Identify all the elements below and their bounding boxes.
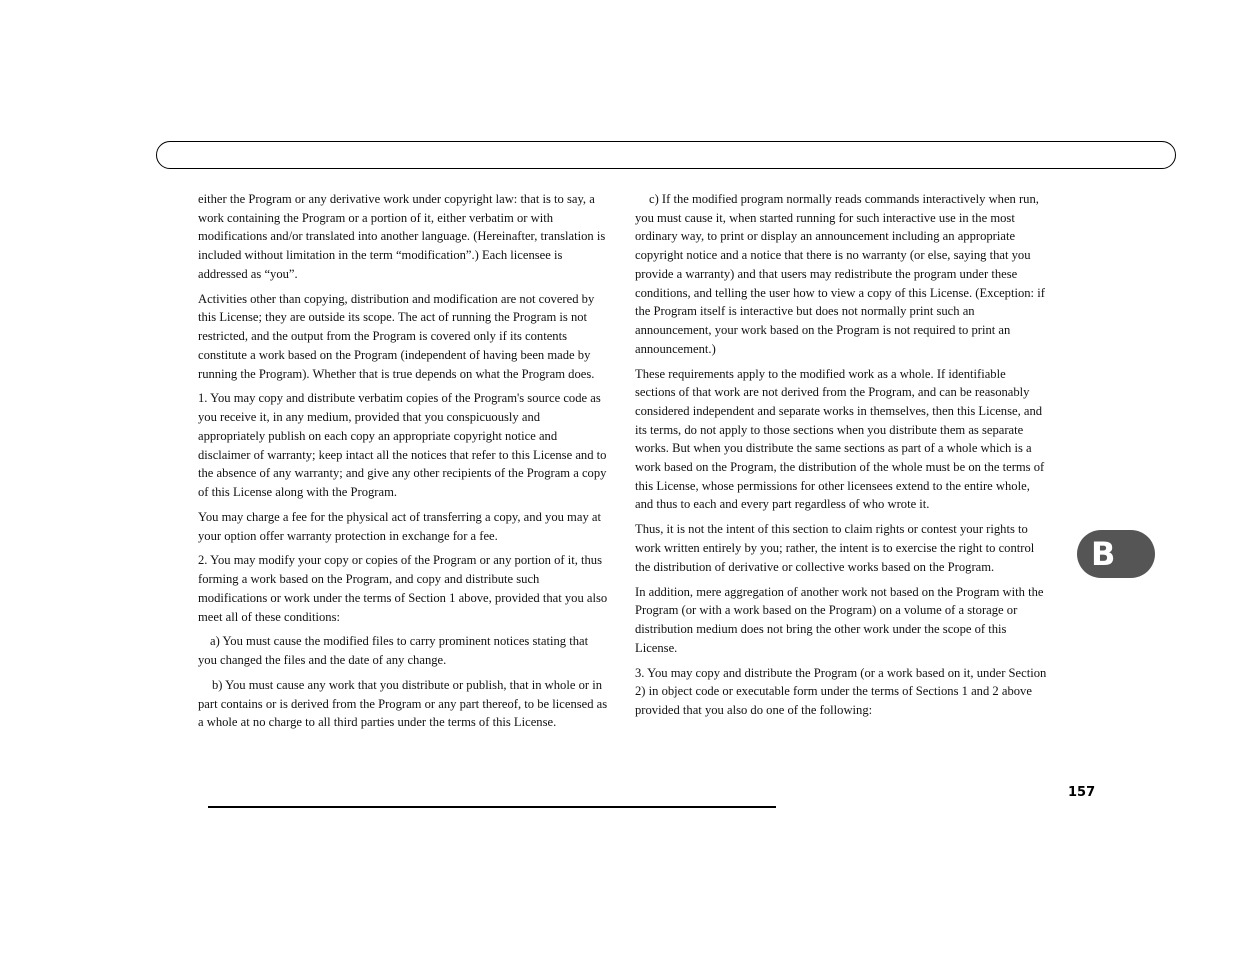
paragraph: c) If the modified program normally reads commands interactively when run, you must cause it, when started running for such interactive use in the most ordinary way, to print or display an announcement including an appropriate copyright notice and a notice that there is no warranty (or else, saying that you provide a warranty) and that users may redistribute the program under these conditions, and telling the user how to view a copy of this License. (Exception: if the Program itself is interactive but does not normally print such an announcement, your work based on the Program is not required to print an announcement.) <box>635 192 1045 356</box>
section-tab <box>1077 530 1155 578</box>
paragraph: b) You must cause any work that you distribute or publish, that in whole or in part contains or is derived from the Program or any part thereof, to be licensed as a whole at no charge to all third parties under the terms of this License. <box>198 678 608 730</box>
section-tab-letter: B <box>1091 535 1116 573</box>
paragraph: These requirements apply to the modified work as a whole. If identifiable sections of that work are not derived from the Program, and can be reasonably considered independent and separate works in themselves, then this License, and its terms, do not apply to those sections when you distribute them as separate works. But when you distribute the same sections as part of a whole which is a work based on the Program, the distribution of the whole must be on the terms of this License, whose permissions for other licensees extend to the entire whole, and thus to each and every part regardless of who wrote it. <box>635 366 1045 512</box>
paragraph: 2. You may modify your copy or copies of the Program or any portion of it, thus forming a work based on the Program, and copy and distribute such modifications or work under the terms of Section 1 above, provided that you also meet all of these conditions: <box>198 553 608 624</box>
paragraph: either the Program or any derivative work under copyright law: that is to say, a work containing the Program or a portion of it, either verbatim or with modifications and/or translated into another language. (Hereinafter, translation is included without limitation in the term “modification”.) Each licensee is addressed as “you”. <box>198 192 606 281</box>
paragraph: You may charge a fee for the physical act of transferring a copy, and you may at your option offer warranty protection in exchange for a fee. <box>198 509 601 543</box>
paragraph: a) You must cause the modified files to carry prominent notices stating that you changed the files and the date of any change. <box>198 634 589 668</box>
paragraph: In addition, mere aggregation of another work not based on the Program with the Program (or with a work based on the Program) on a volume of a storage or distribution medium does not bring the other work under the scope of this License. <box>635 584 1044 655</box>
header-bar <box>156 141 1176 169</box>
page-number: 157 <box>1068 785 1096 800</box>
paragraph: 3. You may copy and distribute the Program (or a work based on it, under Section 2) in object code or executable form under the terms of Sections 1 and 2 above provided that you also do one of the following: <box>635 665 1047 718</box>
left-column <box>198 190 610 738</box>
footer-rule <box>208 806 776 808</box>
right-column <box>635 190 1049 726</box>
paragraph: Thus, it is not the intent of this section to claim rights or contest your rights to work written entirely by you; rather, the intent is to exercise the right to control the distribution of derivative or collective works based on the Program. <box>635 522 1035 574</box>
paragraph: 1. You may copy and distribute verbatim copies of the Program's source code as you receive it, in any medium, provided that you conspicuously and appropriately publish on each copy an appropriate copyright notice and disclaimer of warranty; keep intact all the notices that refer to this License and to the absence of any warranty; and give any other recipients of the Program a copy of this License along with the Program. <box>198 391 607 499</box>
paragraph: Activities other than copying, distribution and modification are not covered by this License; they are outside its scope. The act of running the Program is not restricted, and the output from the Program is covered only if its contents constitute a work based on the Program (independent of having been made by running the Program). Whether that is true depends on what the Program does. <box>198 291 595 381</box>
